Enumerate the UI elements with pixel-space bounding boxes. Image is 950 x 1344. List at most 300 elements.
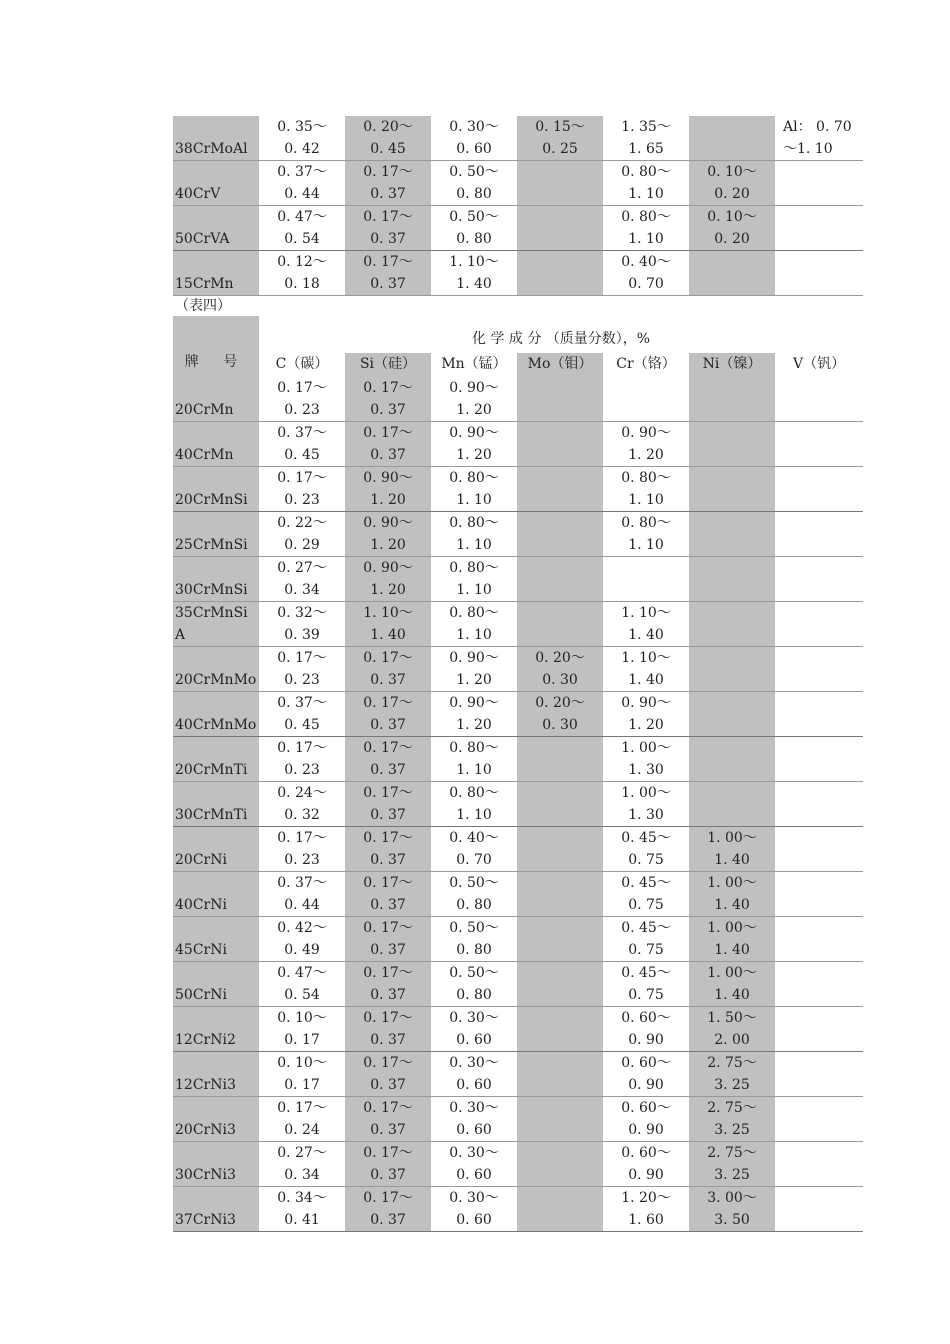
table-row xyxy=(173,251,863,296)
value-cell-mo xyxy=(517,602,603,647)
value-line xyxy=(783,872,863,894)
value-cell-si xyxy=(345,512,431,557)
value-line xyxy=(517,489,603,511)
value-line xyxy=(517,804,603,826)
value-line: 0. 17～ xyxy=(363,1145,413,1161)
value-line xyxy=(517,1164,603,1186)
value-line: 0. 60 xyxy=(456,141,492,157)
composition-table-top xyxy=(173,116,863,296)
value-line xyxy=(517,512,603,534)
value-line xyxy=(783,1164,863,1186)
value-line xyxy=(689,759,775,781)
value-cell-ni xyxy=(689,737,775,782)
column-header: Si（硅） xyxy=(345,353,431,378)
value-cell-mn xyxy=(431,206,517,251)
value-line: 1. 20 xyxy=(628,717,664,733)
value-line: 0. 27～ xyxy=(277,1145,327,1161)
value-line xyxy=(689,669,775,691)
value-line: 0. 90 xyxy=(628,1032,664,1048)
value-line: 1. 50～ xyxy=(707,1010,757,1026)
value-cell-cr xyxy=(603,1007,689,1052)
value-line: 0. 34 xyxy=(284,582,320,598)
value-cell-c xyxy=(259,377,345,422)
value-line: 0. 17～ xyxy=(363,695,413,711)
value-cell-v xyxy=(775,782,863,827)
value-cell-mo xyxy=(517,647,603,692)
value-line: 1. 10～ xyxy=(621,650,671,666)
value-cell-v xyxy=(775,647,863,692)
value-line: 0. 80 xyxy=(456,987,492,1003)
value-line xyxy=(689,534,775,556)
grade-cell: 37CrNi3 xyxy=(173,1187,259,1232)
value-cell-v xyxy=(775,737,863,782)
value-cell-v xyxy=(775,251,863,296)
value-line: 0. 37 xyxy=(370,1167,406,1183)
table-row xyxy=(173,1142,863,1187)
value-cell-mn xyxy=(431,467,517,512)
value-line xyxy=(517,251,603,273)
grade-cell: 20CrMnMo xyxy=(173,647,259,692)
table-row xyxy=(173,1007,863,1052)
value-line xyxy=(783,467,863,489)
value-line xyxy=(783,377,863,399)
value-line xyxy=(517,737,603,759)
value-cell-mo xyxy=(517,1187,603,1232)
value-cell-si xyxy=(345,422,431,467)
value-line: 0. 80 xyxy=(456,897,492,913)
grade-cell: 30CrMnSi xyxy=(173,557,259,602)
value-line: 2. 75～ xyxy=(707,1145,757,1161)
value-line: 0. 20～ xyxy=(535,695,585,711)
value-line: 0. 37 xyxy=(370,762,406,778)
value-line xyxy=(783,759,863,781)
value-cell-v xyxy=(775,467,863,512)
value-cell-mo xyxy=(517,1007,603,1052)
value-cell-mo xyxy=(517,1052,603,1097)
value-line: 1. 10 xyxy=(456,537,492,553)
value-line xyxy=(783,624,863,646)
value-cell-cr xyxy=(603,1052,689,1097)
value-line: 0. 15～ xyxy=(535,119,585,135)
value-cell-mo xyxy=(517,827,603,872)
value-line: 2. 75～ xyxy=(707,1100,757,1116)
value-cell-cr xyxy=(603,917,689,962)
value-cell-c xyxy=(259,161,345,206)
value-cell-c xyxy=(259,1052,345,1097)
value-line: 0. 60～ xyxy=(621,1145,671,1161)
value-cell-si xyxy=(345,602,431,647)
value-line: 0. 17～ xyxy=(363,1055,413,1071)
column-header: Mn（锰） xyxy=(431,353,517,378)
value-cell-ni xyxy=(689,782,775,827)
value-line: 1. 00～ xyxy=(707,965,757,981)
value-cell-c xyxy=(259,962,345,1007)
value-line: 0. 17～ xyxy=(363,380,413,396)
value-cell-cr xyxy=(603,1097,689,1142)
value-line: 0. 24 xyxy=(284,1122,320,1138)
value-line xyxy=(517,962,603,984)
value-line xyxy=(517,1142,603,1164)
value-cell-mn xyxy=(431,161,517,206)
value-line xyxy=(517,399,603,421)
value-line xyxy=(517,579,603,601)
value-cell-cr xyxy=(603,1142,689,1187)
value-line xyxy=(783,1074,863,1096)
value-cell-si xyxy=(345,692,431,737)
value-line: 0. 23 xyxy=(284,762,320,778)
table-caption: （表四） xyxy=(175,298,231,314)
table-row xyxy=(173,116,863,161)
value-line: 1. 10～ xyxy=(449,254,499,270)
value-line: 0. 80～ xyxy=(621,164,671,180)
value-line: 1. 20 xyxy=(628,447,664,463)
value-cell-mn xyxy=(431,1142,517,1187)
value-line: 3. 00～ xyxy=(707,1190,757,1206)
value-line: 0. 29 xyxy=(284,537,320,553)
value-cell-mo xyxy=(517,1142,603,1187)
value-line: 0. 17～ xyxy=(363,965,413,981)
value-line: 1. 30 xyxy=(628,762,664,778)
value-line xyxy=(517,1007,603,1029)
value-line: 0. 34 xyxy=(284,1167,320,1183)
value-line: 1. 10 xyxy=(628,231,664,247)
table-row xyxy=(173,917,863,962)
value-line xyxy=(783,228,863,250)
value-cell-v xyxy=(775,872,863,917)
value-line: 0. 37 xyxy=(370,1212,406,1228)
value-line xyxy=(689,804,775,826)
value-line xyxy=(783,894,863,916)
column-header: Cr（铬） xyxy=(603,353,689,378)
value-line: 0. 90～ xyxy=(449,695,499,711)
value-line: 0. 80 xyxy=(456,186,492,202)
value-line xyxy=(689,138,775,160)
table-row xyxy=(173,782,863,827)
value-line: 1. 20 xyxy=(370,492,406,508)
value-line: 0. 37 xyxy=(370,231,406,247)
value-line: 1. 40 xyxy=(628,672,664,688)
value-line: 0. 37 xyxy=(370,987,406,1003)
value-line: 0. 17～ xyxy=(277,1100,327,1116)
value-cell-v xyxy=(775,512,863,557)
value-line: 0. 90～ xyxy=(449,650,499,666)
value-cell-c xyxy=(259,512,345,557)
value-cell-c xyxy=(259,251,345,296)
value-cell-si xyxy=(345,962,431,1007)
value-cell-mn xyxy=(431,1007,517,1052)
grade-cell: 40CrNi xyxy=(173,872,259,917)
value-cell-mn xyxy=(431,602,517,647)
value-line: 0. 75 xyxy=(628,852,664,868)
value-line xyxy=(603,557,689,579)
value-line: 0. 17～ xyxy=(277,470,327,486)
value-cell-ni xyxy=(689,161,775,206)
value-line: 1. 10 xyxy=(456,582,492,598)
value-cell-ni xyxy=(689,422,775,467)
value-cell-ni xyxy=(689,1007,775,1052)
value-cell-mn xyxy=(431,737,517,782)
value-line: 0. 70 xyxy=(628,276,664,292)
table-row xyxy=(173,557,863,602)
value-line: 1. 10 xyxy=(628,537,664,553)
value-line: 0. 37～ xyxy=(277,164,327,180)
value-cell-cr xyxy=(603,251,689,296)
value-line xyxy=(783,849,863,871)
value-line xyxy=(783,1097,863,1119)
value-line xyxy=(783,557,863,579)
value-line: 0. 30～ xyxy=(449,119,499,135)
value-cell-v xyxy=(775,422,863,467)
value-line: 1. 40 xyxy=(456,276,492,292)
value-line: 0. 37～ xyxy=(277,875,327,891)
value-cell-mo xyxy=(517,692,603,737)
value-line: 0. 42 xyxy=(284,141,320,157)
value-line xyxy=(689,737,775,759)
value-line: 0. 42～ xyxy=(277,920,327,936)
value-cell-mn xyxy=(431,377,517,422)
value-line: 0. 30 xyxy=(542,672,578,688)
value-line: 0. 80～ xyxy=(449,605,499,621)
composition-table-main xyxy=(173,316,863,1232)
value-cell-ni xyxy=(689,251,775,296)
value-line: 0. 30～ xyxy=(449,1145,499,1161)
value-cell-mn xyxy=(431,422,517,467)
value-line: 0. 45～ xyxy=(621,830,671,846)
value-line: 0. 37 xyxy=(370,1122,406,1138)
value-line xyxy=(517,1074,603,1096)
value-cell-v xyxy=(775,917,863,962)
value-cell-cr xyxy=(603,827,689,872)
value-line xyxy=(517,557,603,579)
value-line: 0. 17 xyxy=(284,1032,320,1048)
value-cell-ni xyxy=(689,962,775,1007)
value-cell-cr xyxy=(603,377,689,422)
grade-cell: 15CrMn xyxy=(173,251,259,296)
value-cell-mn xyxy=(431,962,517,1007)
value-line: 0. 90～ xyxy=(363,515,413,531)
value-line: 0. 12～ xyxy=(277,254,327,270)
value-line: 0. 37 xyxy=(370,852,406,868)
value-line: 1. 10 xyxy=(456,627,492,643)
value-line xyxy=(689,489,775,511)
value-cell-cr xyxy=(603,872,689,917)
value-cell-mo xyxy=(517,377,603,422)
value-line: Al： 0. 70 xyxy=(783,119,852,135)
value-line: 1. 30 xyxy=(628,807,664,823)
value-line: 0. 60 xyxy=(456,1032,492,1048)
value-line: 0. 23 xyxy=(284,402,320,418)
value-line xyxy=(517,206,603,228)
value-cell-cr xyxy=(603,962,689,1007)
grade-cell: 20CrMn xyxy=(173,377,259,422)
value-line xyxy=(689,782,775,804)
value-line: 0. 90～ xyxy=(621,695,671,711)
value-line: 0. 80～ xyxy=(449,740,499,756)
value-cell-si xyxy=(345,251,431,296)
value-cell-mo xyxy=(517,782,603,827)
value-line: 0. 60 xyxy=(456,1212,492,1228)
value-cell-cr xyxy=(603,512,689,557)
value-cell-c xyxy=(259,467,345,512)
value-line: 0. 17～ xyxy=(363,164,413,180)
value-cell-v xyxy=(775,827,863,872)
value-line: 0. 80 xyxy=(456,231,492,247)
value-line xyxy=(689,624,775,646)
value-line: 0. 20 xyxy=(714,231,750,247)
value-cell-v xyxy=(775,602,863,647)
value-cell-mo xyxy=(517,512,603,557)
grade-cell: 38CrMoAl xyxy=(173,116,259,161)
value-line: 0. 90～ xyxy=(363,470,413,486)
value-cell-c xyxy=(259,1097,345,1142)
value-line: 0. 45 xyxy=(284,447,320,463)
value-cell-si xyxy=(345,1142,431,1187)
value-cell-v xyxy=(775,962,863,1007)
value-line: 1. 00～ xyxy=(707,920,757,936)
value-line xyxy=(517,602,603,624)
value-line xyxy=(783,917,863,939)
value-line xyxy=(783,984,863,1006)
value-cell-ni xyxy=(689,1187,775,1232)
value-cell-mn xyxy=(431,647,517,692)
value-line xyxy=(783,1142,863,1164)
table-row xyxy=(173,1097,863,1142)
value-cell-ni xyxy=(689,1097,775,1142)
value-line xyxy=(783,534,863,556)
value-line: 0. 17～ xyxy=(363,425,413,441)
value-line: 0. 40～ xyxy=(621,254,671,270)
value-line: 0. 50～ xyxy=(449,209,499,225)
value-line: 0. 37～ xyxy=(277,425,327,441)
value-cell-mn xyxy=(431,251,517,296)
value-cell-cr xyxy=(603,557,689,602)
value-cell-ni xyxy=(689,512,775,557)
grade-cell: 25CrMnSi xyxy=(173,512,259,557)
value-line: 3. 50 xyxy=(714,1212,750,1228)
value-line: 0. 45～ xyxy=(621,965,671,981)
value-line: 0. 70 xyxy=(456,852,492,868)
value-cell-c xyxy=(259,206,345,251)
value-line xyxy=(517,422,603,444)
value-line xyxy=(689,377,775,399)
value-line: 0. 30～ xyxy=(449,1055,499,1071)
value-line: 0. 17～ xyxy=(363,830,413,846)
grade-cell: 20CrNi xyxy=(173,827,259,872)
column-header: Ni（镍） xyxy=(689,353,775,378)
value-line: 0. 37 xyxy=(370,897,406,913)
value-line: 0. 17 xyxy=(284,1077,320,1093)
value-line xyxy=(783,161,863,183)
value-cell-mo xyxy=(517,962,603,1007)
value-cell-si xyxy=(345,1097,431,1142)
value-cell-si xyxy=(345,737,431,782)
value-cell-si xyxy=(345,1187,431,1232)
value-line: 1. 10 xyxy=(456,492,492,508)
value-line: 0. 45～ xyxy=(621,875,671,891)
value-line: 0. 17～ xyxy=(277,380,327,396)
value-line: 0. 10～ xyxy=(707,209,757,225)
value-line xyxy=(783,1209,863,1231)
value-cell-v xyxy=(775,1052,863,1097)
value-line: 0. 30～ xyxy=(449,1010,499,1026)
value-cell-c xyxy=(259,602,345,647)
value-cell-si xyxy=(345,467,431,512)
value-line: 0. 17～ xyxy=(277,650,327,666)
value-line xyxy=(783,251,863,273)
value-line: 3. 25 xyxy=(714,1077,750,1093)
value-line: 1. 10 xyxy=(456,762,492,778)
value-cell-c xyxy=(259,1187,345,1232)
value-cell-si xyxy=(345,1052,431,1097)
value-cell-ni xyxy=(689,602,775,647)
value-line xyxy=(783,273,863,295)
value-cell-si xyxy=(345,782,431,827)
value-line: 0. 90～ xyxy=(621,425,671,441)
value-line xyxy=(783,512,863,534)
value-line xyxy=(783,1119,863,1141)
value-cell-mo xyxy=(517,206,603,251)
value-cell-cr xyxy=(603,467,689,512)
value-line: 1. 20～ xyxy=(621,1190,671,1206)
value-line: 0. 17～ xyxy=(363,209,413,225)
value-line: 0. 10～ xyxy=(707,164,757,180)
value-line xyxy=(517,984,603,1006)
value-cell-cr xyxy=(603,116,689,161)
value-cell-si xyxy=(345,1007,431,1052)
value-cell-si xyxy=(345,872,431,917)
table-row xyxy=(173,1052,863,1097)
value-line: 0. 37 xyxy=(370,276,406,292)
grade-cell: 12CrNi3 xyxy=(173,1052,259,1097)
value-line xyxy=(517,377,603,399)
value-line: 0. 23 xyxy=(284,852,320,868)
value-line: 0. 41 xyxy=(284,1212,320,1228)
value-line: 0. 32 xyxy=(284,807,320,823)
value-line: 0. 30 xyxy=(542,717,578,733)
value-line: 0. 60～ xyxy=(621,1055,671,1071)
value-cell-v xyxy=(775,692,863,737)
value-line: 1. 40 xyxy=(714,852,750,868)
value-line: 0. 49 xyxy=(284,942,320,958)
value-line: 0. 45～ xyxy=(621,920,671,936)
value-cell-c xyxy=(259,737,345,782)
value-line: 0. 20～ xyxy=(535,650,585,666)
table-row xyxy=(173,962,863,1007)
value-line: 1. 65 xyxy=(628,141,664,157)
value-line: 2. 75～ xyxy=(707,1055,757,1071)
table-row xyxy=(173,377,863,422)
column-header: V（钒） xyxy=(775,353,863,378)
value-line xyxy=(517,1097,603,1119)
value-line xyxy=(517,939,603,961)
value-cell-v xyxy=(775,116,863,161)
table-continued xyxy=(173,116,863,296)
value-cell-mo xyxy=(517,116,603,161)
value-cell-mn xyxy=(431,827,517,872)
value-cell-mo xyxy=(517,467,603,512)
value-cell-ni xyxy=(689,917,775,962)
value-line xyxy=(689,273,775,295)
value-line: 0. 80～ xyxy=(621,515,671,531)
value-cell-mo xyxy=(517,251,603,296)
value-line: 0. 45 xyxy=(370,141,406,157)
value-cell-mn xyxy=(431,1187,517,1232)
value-line xyxy=(783,827,863,849)
table-row xyxy=(173,737,863,782)
value-cell-c xyxy=(259,422,345,467)
value-line xyxy=(783,714,863,736)
value-line: 0. 60 xyxy=(456,1122,492,1138)
